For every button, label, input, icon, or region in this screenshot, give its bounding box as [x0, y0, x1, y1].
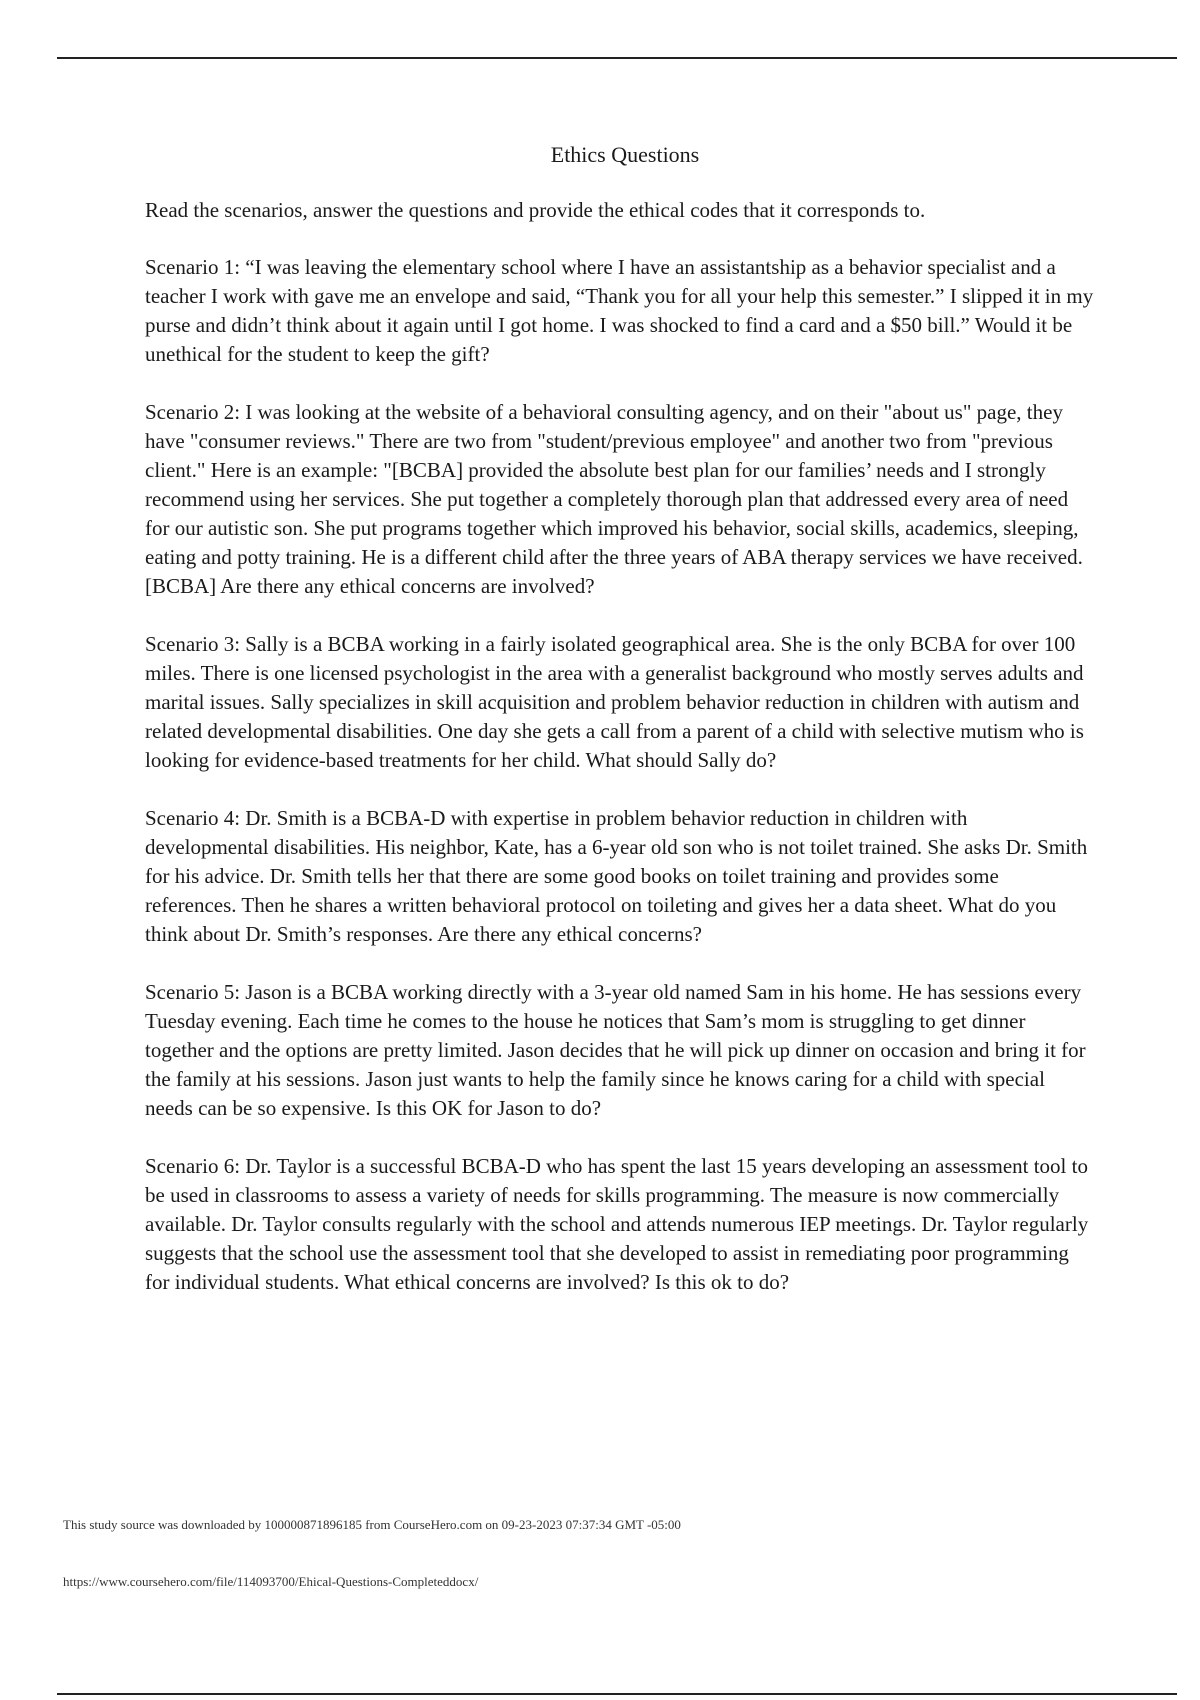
- scenario-1: Scenario 1: “I was leaving the elementary school where I have an assistantship as a behavior specialist and a teacher I work with gave me an envelope and said, “Thank you for all your help this semester.” I slipped it in my purse and didn’t think about it again until I got home. I was shocked to find a card and a $50 bill.” Would it be unethical for the student to keep the gift?: [145, 255, 1094, 366]
- scenario-3: Scenario 3: Sally is a BCBA working in a fairly isolated geographical area. She is the only BCBA for over 100 miles. There is one licensed psychologist in the area with a generalist background who mostly serves adults and marital issues. Sally specializes in skill acquisition and problem behavior reduction in children with autism and related developmental disabilities. One day she gets a call from a parent of a child with selective mutism who is looking for evidence-based treatments for her child. What should Sally do?: [145, 632, 1084, 772]
- scenario-6: Scenario 6: Dr. Taylor is a successful BCBA-D who has spent the last 15 years developing an assessment tool to be used in classrooms to assess a variety of needs for skills programming. The measure is now commercially available. Dr. Taylor consults regularly with the school and attends numerous IEP meetings. Dr. Taylor regularly suggests that the school use the assessment tool that she developed to assist in remediating poor programming for individual students. What ethical concerns are involved? Is this ok to do?: [145, 1154, 1089, 1294]
- scenario-4: Scenario 4: Dr. Smith is a BCBA-D with expertise in problem behavior reduction in children with developmental disabilities. His neighbor, Kate, has a 6-year old son who is not toilet trained. She asks Dr. Smith for his advice. Dr. Smith tells her that there are some good books on toilet training and provides some references. Then he shares a written behavioral protocol on toileting and gives her a data sheet. What do you think about Dr. Smith’s responses. Are there any ethical concerns?: [145, 806, 1088, 946]
- document-body: [145, 140, 1095, 1326]
- download-notice: This study source was downloaded by 100000871896185 from CourseHero.com on 09-23-2023 07:37:34 GMT -05:00: [63, 1517, 681, 1532]
- document-title: Ethics Questions: [550, 142, 700, 167]
- top-divider: [57, 57, 1177, 59]
- scenario-5: Scenario 5: Jason is a BCBA working directly with a 3-year old named Sam in his home. He has sessions every Tuesday evening. Each time he comes to the house he notices that Sam’s mom is struggling to get dinner together and the options are pretty limited. Jason decides that he will pick up dinner on occasion and bring it for the family at his sessions. Jason just wants to help the family since he knows caring for a child with special needs can be so expensive. Is this OK for Jason to do?: [145, 980, 1086, 1120]
- instructions-text: Read the scenarios, answer the questions and provide the ethical codes that it corresponds to.: [145, 198, 926, 222]
- source-url[interactable]: https://www.coursehero.com/file/114093700/Ehical-Questions-Completeddocx/: [63, 1574, 479, 1589]
- scenario-2: Scenario 2: I was looking at the website of a behavioral consulting agency, and on their "about us" page, they have "consumer reviews." There are two from "student/previous employee" and another two from "previous client." Here is an example: "[BCBA] provided the absolute best plan for our families’ needs and I strongly recommend using her services. She put together a completely thorough plan that addressed every area of need for our autistic son. She put programs together which improved his behavior, social skills, academics, sleeping, eating and potty training. He is a different child after the three years of ABA therapy services we have received. [BCBA] Are there any ethical concerns are involved?: [145, 400, 1083, 598]
- bottom-divider: [57, 1693, 1177, 1695]
